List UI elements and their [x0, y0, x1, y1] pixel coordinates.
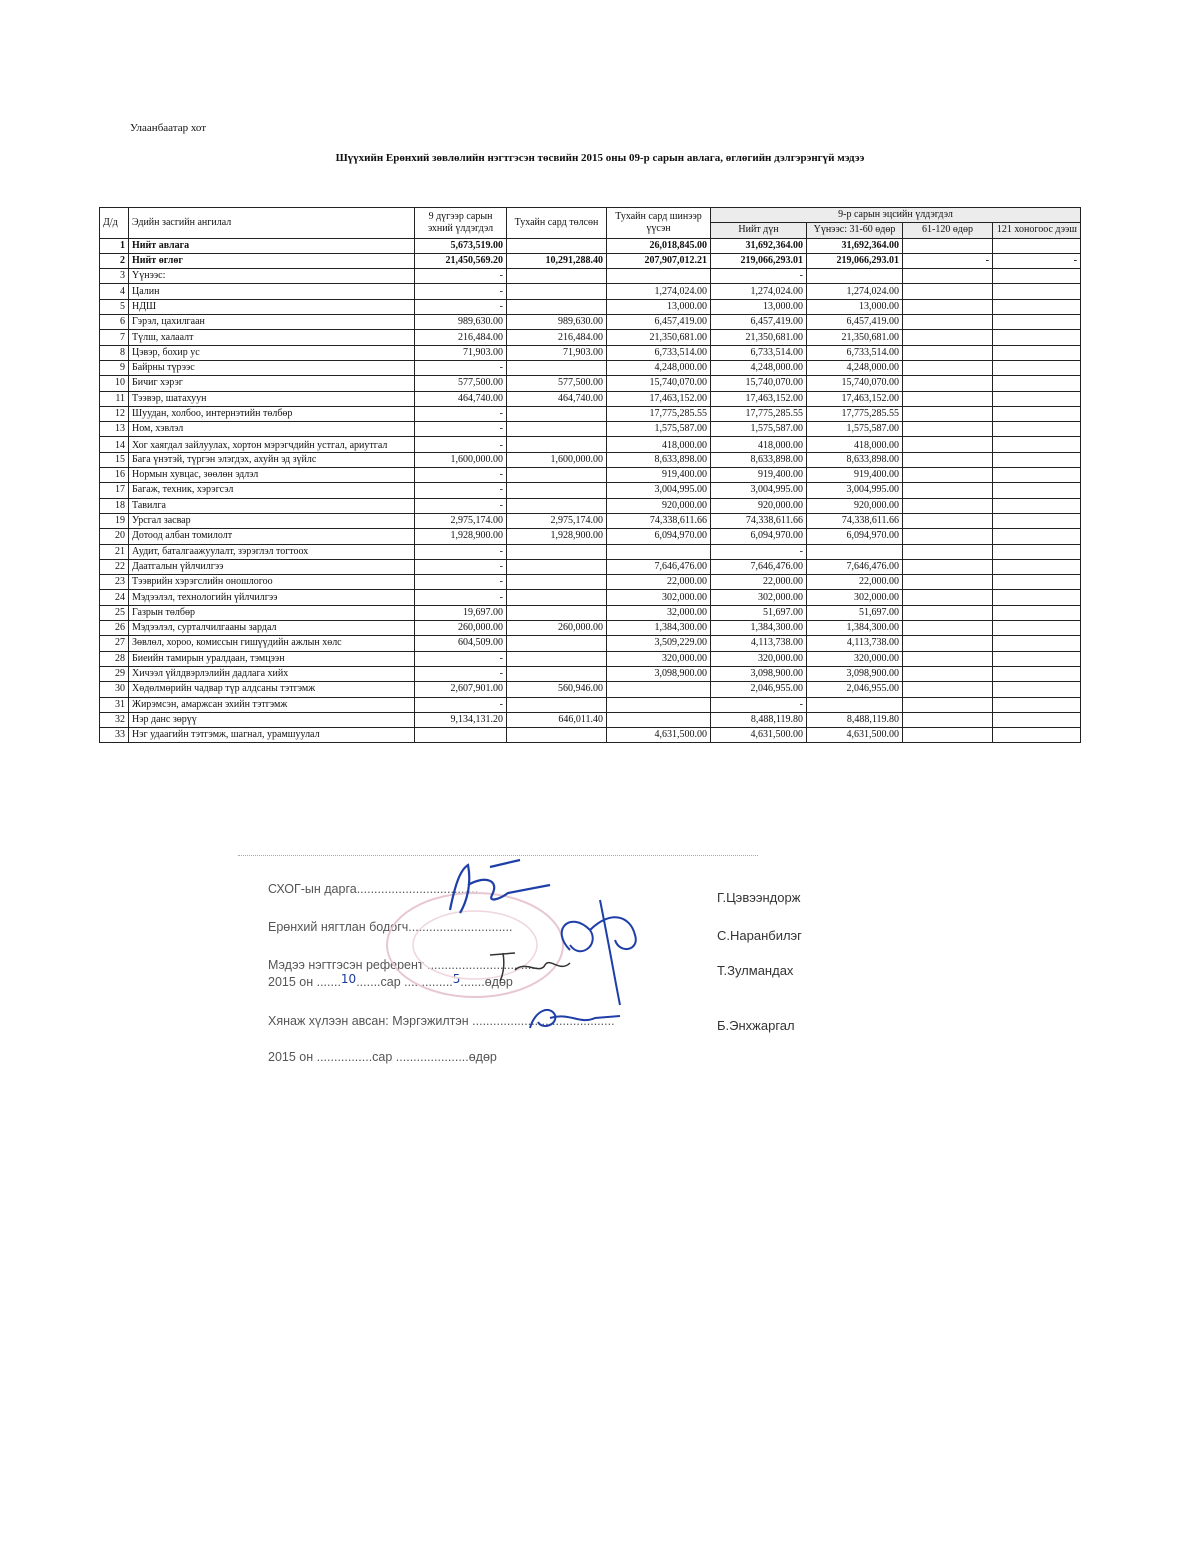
sign-name-chief: Г.Цэвээндорж — [717, 890, 801, 905]
cell-name: Багаж, техник, хэрэгсэл — [129, 483, 415, 498]
cell-31-60: 1,274,024.00 — [807, 284, 903, 299]
sign-name-reviewer: Б.Энхжаргал — [717, 1018, 795, 1033]
cell-opening: - — [415, 284, 507, 299]
cell-new: 3,098,900.00 — [607, 666, 711, 681]
cell-name: Мэдээлэл, сурталчилгааны зардал — [129, 621, 415, 636]
cell-total: 1,274,024.00 — [711, 284, 807, 299]
cell-total: 302,000.00 — [711, 590, 807, 605]
cell-total: 4,631,500.00 — [711, 728, 807, 743]
cell-opening: - — [415, 360, 507, 375]
cell-31-60: 8,633,898.00 — [807, 452, 903, 467]
cell-opening: 216,484.00 — [415, 330, 507, 345]
cell-new: 26,018,845.00 — [607, 238, 711, 253]
cell-new: 3,509,229.00 — [607, 636, 711, 651]
cell-name: Даатгалын үйлчилгээ — [129, 559, 415, 574]
cell-new: 4,631,500.00 — [607, 728, 711, 743]
cell-new: 302,000.00 — [607, 590, 711, 605]
date1-prefix: 2015 он ....... — [268, 975, 341, 989]
sign-line-reviewer: Хянаж хүлээн авсан: Мэргэжилтэн ......................................... — [268, 1014, 615, 1028]
cell-opening: - — [415, 544, 507, 559]
signature-referent — [485, 945, 575, 985]
sign-date-2: 2015 он ................сар .....................өдөр — [268, 1050, 497, 1064]
cell-total: 3,098,900.00 — [711, 666, 807, 681]
cell-opening: - — [415, 468, 507, 483]
header-total: Нийт дүн — [711, 223, 807, 238]
header-paid: Тухайн сард төлсөн — [507, 208, 607, 239]
cell-31-60: 31,692,364.00 — [807, 238, 903, 253]
cell-new: 15,740,070.00 — [607, 376, 711, 391]
cell-31-60: 17,775,285.55 — [807, 406, 903, 421]
cell-index: 26 — [100, 621, 129, 636]
cell-31-60: 1,575,587.00 — [807, 422, 903, 437]
cell-index: 17 — [100, 483, 129, 498]
cell-paid: 989,630.00 — [507, 315, 607, 330]
cell-name: Нэг удаагийн тэтгэмж, шагнал, урамшуулал — [129, 728, 415, 743]
cell-31-60: 15,740,070.00 — [807, 376, 903, 391]
cell-paid: 216,484.00 — [507, 330, 607, 345]
cell-31-60: 6,457,419.00 — [807, 315, 903, 330]
cell-total: 6,733,514.00 — [711, 345, 807, 360]
cell-index: 6 — [100, 315, 129, 330]
header-31-60: Үүнээс: 31-60 өдөр — [807, 223, 903, 238]
cell-total: 2,046,955.00 — [711, 682, 807, 697]
cell-opening: - — [415, 406, 507, 421]
signature-reviewer — [520, 1000, 630, 1036]
cell-121: - — [993, 253, 1081, 268]
cell-31-60: 1,384,300.00 — [807, 621, 903, 636]
cell-new: 4,248,000.00 — [607, 360, 711, 375]
cell-name: Байрны түрээс — [129, 360, 415, 375]
cell-paid: 10,291,288.40 — [507, 253, 607, 268]
cell-name: НДШ — [129, 299, 415, 314]
cell-total: 4,113,738.00 — [711, 636, 807, 651]
cell-new: 13,000.00 — [607, 299, 711, 314]
cell-31-60: 219,066,293.01 — [807, 253, 903, 268]
cell-name: Тээвэр, шатахуун — [129, 391, 415, 406]
cell-name: Жирэмсэн, амаржсан эхийн тэтгэмж — [129, 697, 415, 712]
cell-index: 4 — [100, 284, 129, 299]
cell-index: 2 — [100, 253, 129, 268]
cell-index: 20 — [100, 529, 129, 544]
cell-name: Урсгал засвар — [129, 513, 415, 528]
cell-paid: 1,600,000.00 — [507, 452, 607, 467]
cell-index: 13 — [100, 422, 129, 437]
cell-opening: 19,697.00 — [415, 605, 507, 620]
cell-31-60: 6,733,514.00 — [807, 345, 903, 360]
city-label: Улаанбаатар хот — [130, 122, 207, 134]
cell-paid: 71,903.00 — [507, 345, 607, 360]
header-name: Эдийн засгийн ангилал — [129, 208, 415, 239]
cell-index: 1 — [100, 238, 129, 253]
cell-total: - — [711, 269, 807, 284]
cell-opening: - — [415, 651, 507, 666]
cell-opening: 9,134,131.20 — [415, 712, 507, 727]
cell-total: 22,000.00 — [711, 575, 807, 590]
cell-index: 11 — [100, 391, 129, 406]
cell-total: 6,094,970.00 — [711, 529, 807, 544]
cell-total: 219,066,293.01 — [711, 253, 807, 268]
cell-31-60: 3,098,900.00 — [807, 666, 903, 681]
cell-opening: 989,630.00 — [415, 315, 507, 330]
cell-index: 31 — [100, 697, 129, 712]
cell-index: 24 — [100, 590, 129, 605]
header-opening: 9 дүгээр сарын эхний үлдэгдэл — [415, 208, 507, 239]
cell-paid: 1,928,900.00 — [507, 529, 607, 544]
cell-new: 6,733,514.00 — [607, 345, 711, 360]
cell-name: Нийт авлага — [129, 238, 415, 253]
cell-paid: 577,500.00 — [507, 376, 607, 391]
cell-total: 21,350,681.00 — [711, 330, 807, 345]
cell-name: Шуудан, холбоо, интернэтийн төлбөр — [129, 406, 415, 421]
cell-index: 30 — [100, 682, 129, 697]
cell-index: 25 — [100, 605, 129, 620]
cell-opening: - — [415, 559, 507, 574]
cell-index: 28 — [100, 651, 129, 666]
cell-31-60: 4,248,000.00 — [807, 360, 903, 375]
cell-total: 320,000.00 — [711, 651, 807, 666]
cell-31-60: 3,004,995.00 — [807, 483, 903, 498]
cell-name: Түлш, халаалт — [129, 330, 415, 345]
cell-name: Хог хаягдал зайлуулах, хортон мэрэгчдийн устгал, ариутгал — [129, 437, 415, 452]
cell-total: - — [711, 544, 807, 559]
cell-name: Цалин — [129, 284, 415, 299]
header-61-120: 61-120 өдөр — [903, 223, 993, 238]
cell-new: 1,384,300.00 — [607, 621, 711, 636]
cell-opening: 1,600,000.00 — [415, 452, 507, 467]
cell-new: 3,004,995.00 — [607, 483, 711, 498]
header-121: 121 хоногоос дээш — [993, 223, 1081, 238]
cell-index: 10 — [100, 376, 129, 391]
cell-index: 3 — [100, 269, 129, 284]
cell-total: 4,248,000.00 — [711, 360, 807, 375]
cell-total: - — [711, 697, 807, 712]
date1-suffix: .......өдөр — [460, 975, 513, 989]
cell-name: Дотоод албан томилолт — [129, 529, 415, 544]
cell-opening: - — [415, 483, 507, 498]
cell-name: Хичээл үйлдвэрлэлийн дадлага хийх — [129, 666, 415, 681]
cell-opening: - — [415, 697, 507, 712]
cell-index: 22 — [100, 559, 129, 574]
cell-total: 418,000.00 — [711, 437, 807, 452]
cell-index: 12 — [100, 406, 129, 421]
cell-opening: 5,673,519.00 — [415, 238, 507, 253]
cell-total: 15,740,070.00 — [711, 376, 807, 391]
date1-day: 5 — [452, 972, 461, 986]
cell-31-60: 2,046,955.00 — [807, 682, 903, 697]
sign-line-accountant: Ерөнхий нягтлан бодогч.............................. — [268, 920, 513, 934]
header-index: Д/д — [100, 208, 129, 239]
cell-opening: 604,509.00 — [415, 636, 507, 651]
cell-paid: 646,011.40 — [507, 712, 607, 727]
cell-31-60: 8,488,119.80 — [807, 712, 903, 727]
cell-name: Үүнээс: — [129, 269, 415, 284]
cell-name: Нормын хувцас, зөөлөн эдлэл — [129, 468, 415, 483]
cell-index: 29 — [100, 666, 129, 681]
cell-total: 1,575,587.00 — [711, 422, 807, 437]
cell-opening: 71,903.00 — [415, 345, 507, 360]
cell-31-60: 920,000.00 — [807, 498, 903, 513]
sign-name-referent: Т.Зулмандах — [717, 963, 794, 978]
date1-month: 10 — [340, 972, 357, 986]
cell-index: 32 — [100, 712, 129, 727]
cell-total: 3,004,995.00 — [711, 483, 807, 498]
cell-31-60: 6,094,970.00 — [807, 529, 903, 544]
cell-opening: 1,928,900.00 — [415, 529, 507, 544]
header-new: Тухайн сард шинээр үүсэн — [607, 208, 711, 239]
cell-index: 15 — [100, 452, 129, 467]
cell-total: 6,457,419.00 — [711, 315, 807, 330]
cell-new: 920,000.00 — [607, 498, 711, 513]
cell-31-60: 7,646,476.00 — [807, 559, 903, 574]
header-group: 9-р сарын эцсийн үлдэгдэл — [711, 208, 1081, 223]
cell-31-60: 22,000.00 — [807, 575, 903, 590]
cell-new: 6,457,419.00 — [607, 315, 711, 330]
cell-opening: - — [415, 498, 507, 513]
cell-31-60: 919,400.00 — [807, 468, 903, 483]
date1-mid: .......сар .............. — [356, 975, 453, 989]
cell-opening: - — [415, 422, 507, 437]
cell-31-60: 302,000.00 — [807, 590, 903, 605]
cell-index: 7 — [100, 330, 129, 345]
cell-name: Нэр данс зөрүү — [129, 712, 415, 727]
cell-new: 207,907,012.21 — [607, 253, 711, 268]
cell-name: Биеийн тамирын уралдаан, тэмцээн — [129, 651, 415, 666]
cell-opening: 21,450,569.20 — [415, 253, 507, 268]
cell-opening: 260,000.00 — [415, 621, 507, 636]
cell-index: 9 — [100, 360, 129, 375]
cell-index: 18 — [100, 498, 129, 513]
cell-31-60: 21,350,681.00 — [807, 330, 903, 345]
cell-total: 51,697.00 — [711, 605, 807, 620]
cell-name: Гэрэл, цахилгаан — [129, 315, 415, 330]
cell-name: Газрын төлбөр — [129, 605, 415, 620]
cell-name: Нийт өглөг — [129, 253, 415, 268]
cell-index: 14 — [100, 437, 129, 452]
cell-total: 17,775,285.55 — [711, 406, 807, 421]
cell-index: 19 — [100, 513, 129, 528]
cell-name: Зөвлөл, хороо, комиссын гишүүдийн ажлын хөлс — [129, 636, 415, 651]
cell-opening: - — [415, 666, 507, 681]
cell-31-60: 418,000.00 — [807, 437, 903, 452]
cell-name: Цэвэр, бохир ус — [129, 345, 415, 360]
cell-index: 33 — [100, 728, 129, 743]
cell-opening: 2,975,174.00 — [415, 513, 507, 528]
cell-61-120: - — [903, 253, 993, 268]
cell-paid: 464,740.00 — [507, 391, 607, 406]
cell-name: Тавилга — [129, 498, 415, 513]
cell-new: 8,633,898.00 — [607, 452, 711, 467]
sign-line-chief: СХОГ-ын дарга................................... — [268, 882, 479, 896]
cell-opening: 577,500.00 — [415, 376, 507, 391]
cell-31-60: 17,463,152.00 — [807, 391, 903, 406]
cell-total: 1,384,300.00 — [711, 621, 807, 636]
cell-31-60: 13,000.00 — [807, 299, 903, 314]
cell-index: 5 — [100, 299, 129, 314]
cell-name: Бичиг хэрэг — [129, 376, 415, 391]
cell-total: 7,646,476.00 — [711, 559, 807, 574]
cell-31-60: 320,000.00 — [807, 651, 903, 666]
cell-new: 21,350,681.00 — [607, 330, 711, 345]
sign-name-accountant: С.Наранбилэг — [717, 928, 802, 943]
cell-name: Тээврийн хэрэгслийн оношлогоо — [129, 575, 415, 590]
cell-total: 919,400.00 — [711, 468, 807, 483]
cell-total: 920,000.00 — [711, 498, 807, 513]
page-title: Шүүхийн Ерөнхий зөвлөлийн нэгтгэсэн төсвийн 2015 оны 09-р сарын авлага, өглөгийн дэлгэрэнгүй мэдээ — [335, 152, 865, 164]
cell-paid: 560,946.00 — [507, 682, 607, 697]
cell-opening: - — [415, 269, 507, 284]
cell-new: 1,575,587.00 — [607, 422, 711, 437]
cell-index: 21 — [100, 544, 129, 559]
cell-opening: 2,607,901.00 — [415, 682, 507, 697]
cell-index: 8 — [100, 345, 129, 360]
cell-paid: 260,000.00 — [507, 621, 607, 636]
cell-opening: - — [415, 299, 507, 314]
cell-index: 27 — [100, 636, 129, 651]
cell-opening: - — [415, 437, 507, 452]
cell-opening: 464,740.00 — [415, 391, 507, 406]
cell-paid: 2,975,174.00 — [507, 513, 607, 528]
cell-opening: - — [415, 575, 507, 590]
cell-total: 8,633,898.00 — [711, 452, 807, 467]
cell-opening: - — [415, 590, 507, 605]
cell-total: 74,338,611.66 — [711, 513, 807, 528]
cell-31-60: 4,631,500.00 — [807, 728, 903, 743]
cell-total: 8,488,119.80 — [711, 712, 807, 727]
cell-31-60: 51,697.00 — [807, 605, 903, 620]
cell-new: 320,000.00 — [607, 651, 711, 666]
cell-new: 32,000.00 — [607, 605, 711, 620]
cell-new: 919,400.00 — [607, 468, 711, 483]
cell-name: Аудит, баталгаажуулалт, зэрэглэл тогтоох — [129, 544, 415, 559]
cell-new: 17,775,285.55 — [607, 406, 711, 421]
sign-line-referent: Мэдээ нэгтгэсэн референт ................................ — [268, 958, 539, 972]
cell-name: Хөдөлмөрийн чадвар түр алдсаны тэтгэмж — [129, 682, 415, 697]
cell-index: 23 — [100, 575, 129, 590]
cell-index: 16 — [100, 468, 129, 483]
cell-new: 7,646,476.00 — [607, 559, 711, 574]
cell-new: 418,000.00 — [607, 437, 711, 452]
cell-new: 1,274,024.00 — [607, 284, 711, 299]
cell-new: 17,463,152.00 — [607, 391, 711, 406]
cell-total: 17,463,152.00 — [711, 391, 807, 406]
cell-new: 22,000.00 — [607, 575, 711, 590]
cell-new: 74,338,611.66 — [607, 513, 711, 528]
cell-31-60: 4,113,738.00 — [807, 636, 903, 651]
cell-total: 31,692,364.00 — [711, 238, 807, 253]
cell-name: Ном, хэвлэл — [129, 422, 415, 437]
cell-name: Мэдээлэл, технологийн үйлчилгээ — [129, 590, 415, 605]
cell-new: 6,094,970.00 — [607, 529, 711, 544]
cell-31-60: 74,338,611.66 — [807, 513, 903, 528]
cell-total: 13,000.00 — [711, 299, 807, 314]
cell-name: Бага үнэтэй, түргэн элэгдэх, ахуйн эд зүйлс — [129, 452, 415, 467]
